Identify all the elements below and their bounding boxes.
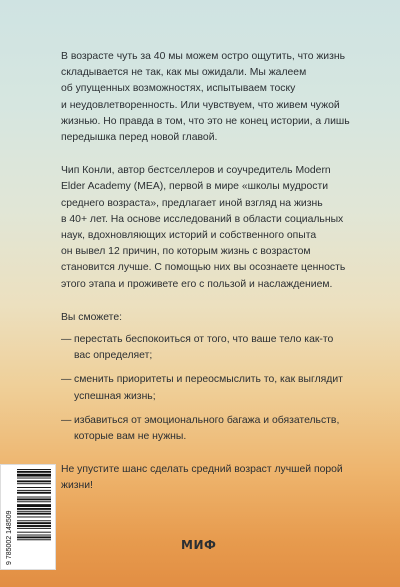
paragraph-1 bbox=[61, 49, 357, 146]
list-item bbox=[61, 332, 357, 364]
list-item bbox=[61, 372, 357, 404]
barcode-bar bbox=[17, 478, 51, 479]
text-line: становится лучше. С помощью них вы осознаете ценность bbox=[61, 262, 346, 274]
text-line: жизнью. Но правда в том, что это не конец истории, а лишь bbox=[61, 115, 350, 127]
barcode-bar bbox=[17, 483, 51, 484]
barcode-bar bbox=[17, 536, 51, 538]
barcode-bar bbox=[17, 471, 51, 473]
back-cover-text bbox=[61, 49, 357, 495]
barcode-bar bbox=[17, 517, 51, 518]
text-line: и неудовлетворенность. Или чувствуем, что живем чужой bbox=[61, 99, 340, 111]
barcode-bar bbox=[17, 528, 51, 529]
barcode-bar bbox=[17, 487, 51, 488]
barcode-bar bbox=[17, 480, 51, 482]
paragraph-2 bbox=[61, 163, 357, 293]
barcode-bar bbox=[17, 535, 51, 536]
barcode-bar bbox=[17, 525, 51, 527]
list-intro: Вы сможете: bbox=[61, 311, 122, 323]
barcode-graphic bbox=[1, 465, 55, 569]
barcode-bar bbox=[17, 469, 51, 470]
text-line: среднего возраста», предлагает иной взгляд на жизнь bbox=[61, 197, 323, 209]
text-line: об упущенных возможностях, испытываем тоску bbox=[61, 83, 296, 95]
barcode-bar bbox=[17, 498, 51, 500]
barcode-bar bbox=[17, 490, 51, 491]
dash-marker: — bbox=[61, 334, 72, 346]
barcode-bar bbox=[17, 497, 51, 498]
closing-paragraph bbox=[61, 462, 357, 494]
barcode-bar bbox=[17, 501, 51, 502]
dash-marker: — bbox=[61, 374, 72, 386]
text-line: которые вам не нужны. bbox=[74, 431, 187, 443]
dash-marker: — bbox=[61, 414, 72, 426]
text-line: Не упустите шанс сделать средний возраст лучшей порой bbox=[61, 464, 343, 476]
barcode-bar bbox=[17, 522, 51, 524]
barcode-bar bbox=[17, 520, 51, 521]
text-line: этого этапа и проживете его с пользой и наслаждением. bbox=[61, 278, 333, 290]
publisher-logo: МИФ bbox=[181, 538, 217, 552]
barcode-number: 9 785002 148509 bbox=[6, 510, 13, 565]
text-line: передышка перед новой главой. bbox=[61, 132, 218, 144]
text-line: перестать беспокоиться от того, что ваше тело как-то bbox=[74, 334, 334, 346]
text-line: В возрасте чуть за 40 мы можем остро ощутить, что жизнь bbox=[61, 51, 346, 62]
text-line: он вывел 12 причин, по которым жизнь с возрастом bbox=[61, 246, 311, 258]
text-line: сменить приоритеты и переосмыслить то, как выглядит bbox=[74, 374, 343, 386]
barcode-bar bbox=[17, 532, 51, 533]
barcode-bar bbox=[17, 508, 51, 510]
barcode-bar bbox=[17, 504, 51, 507]
text-line: жизни! bbox=[61, 480, 93, 492]
list-item bbox=[61, 413, 357, 445]
barcode-bar bbox=[17, 513, 51, 515]
barcode-bar bbox=[17, 474, 51, 477]
barcode-bar bbox=[17, 492, 51, 494]
barcode-bar bbox=[17, 511, 51, 512]
isbn-barcode bbox=[0, 464, 56, 570]
text-line: успешная жизнь; bbox=[74, 390, 156, 402]
text-line: наук, вдохновляющих историй и собственного опыта bbox=[61, 230, 317, 242]
barcode-bar bbox=[17, 539, 51, 540]
text-line: в 40+ лет. На основе исследований в области социальных bbox=[61, 213, 344, 225]
text-line: Чип Конли, автор бестселлеров и соучредитель Modern bbox=[61, 165, 331, 177]
text-line: складывается не так, как мы ожидали. Мы жалеем bbox=[61, 67, 307, 79]
text-line: вас определяет; bbox=[74, 350, 153, 362]
text-line: избавиться от эмоционального багажа и обязательств, bbox=[74, 414, 340, 426]
text-line: Elder Academy (MEA), первой в мире «школы мудрости bbox=[61, 181, 329, 193]
